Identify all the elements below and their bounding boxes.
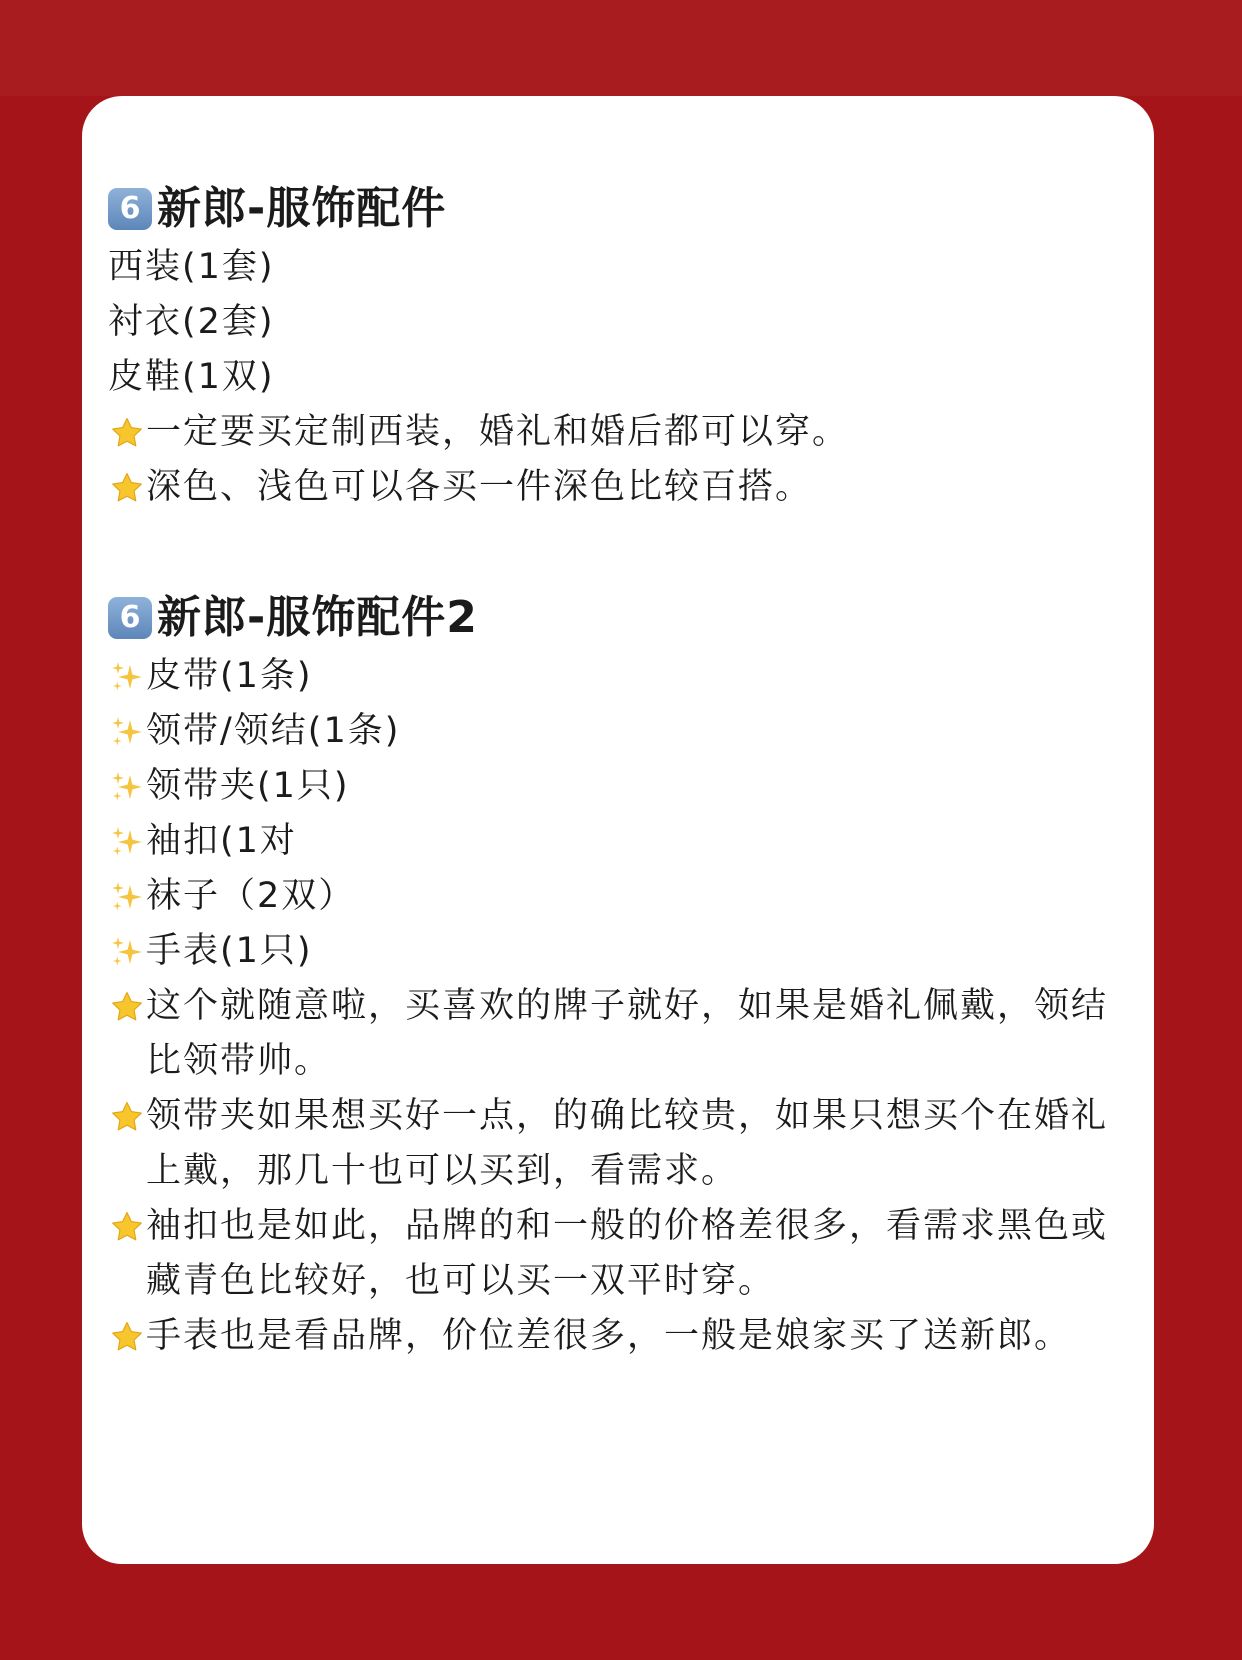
list-item bbox=[108, 405, 1126, 460]
list-item-text: 袖扣也是如此，品牌的和一般的价格差很多，看需求黑色或藏青色比较好，也可以买一双平时穿。 bbox=[146, 1206, 1109, 1301]
list-item-text: 皮带(1条) bbox=[146, 656, 313, 696]
sparkles-icon bbox=[108, 814, 146, 869]
list-item bbox=[108, 1199, 1126, 1309]
list-item-text: 领带夹(1只) bbox=[146, 766, 350, 806]
list-item-text: 这个就随意啦，买喜欢的牌子就好，如果是婚礼佩戴，领结比领带帅。 bbox=[146, 986, 1109, 1081]
list-item bbox=[108, 350, 1126, 405]
list-item bbox=[108, 869, 1126, 924]
keycap-number-icon: 6 bbox=[108, 597, 152, 639]
list-item-text: 衬衣(2套) bbox=[108, 302, 275, 342]
section-title-text: 新郎-服饰配件 bbox=[157, 183, 447, 234]
keycap-number-icon: 6 bbox=[108, 188, 152, 230]
list-item-text: 手表也是看品牌，价位差很多，一般是娘家买了送新郎。 bbox=[146, 1316, 1072, 1356]
list-item bbox=[108, 240, 1126, 295]
list-item-text: 领带夹如果想买好一点，的确比较贵，如果只想买个在婚礼上戴，那几十也可以买到，看需求。 bbox=[146, 1096, 1109, 1191]
list-item-text: 手表(1只) bbox=[146, 931, 313, 971]
list-item bbox=[108, 814, 1126, 869]
list-item bbox=[108, 704, 1126, 759]
list-item bbox=[108, 295, 1126, 350]
background-pattern bbox=[0, 0, 1242, 96]
list-item-text: 领带/领结(1条) bbox=[146, 711, 401, 751]
sparkles-icon bbox=[108, 704, 146, 759]
sparkles-icon bbox=[108, 924, 146, 979]
list-item-text: 西装(1套) bbox=[108, 247, 275, 287]
sparkles-icon bbox=[108, 869, 146, 924]
section-spacer bbox=[108, 515, 1126, 587]
list-item-text: 袖扣(1对 bbox=[146, 821, 297, 861]
list-item-text: 一定要买定制西装，婚礼和婚后都可以穿。 bbox=[146, 412, 850, 452]
list-item bbox=[108, 979, 1126, 1089]
list-item-text: 深色、浅色可以各买一件深色比较百搭。 bbox=[146, 467, 813, 507]
star-icon bbox=[108, 1309, 146, 1364]
list-item-text: 皮鞋(1双) bbox=[108, 357, 275, 397]
sparkles-icon bbox=[108, 649, 146, 704]
star-icon bbox=[108, 979, 146, 1034]
section-title-text: 新郎-服饰配件2 bbox=[157, 592, 478, 643]
list-item bbox=[108, 649, 1126, 704]
list-item bbox=[108, 924, 1126, 979]
list-item bbox=[108, 759, 1126, 814]
list-item bbox=[108, 1089, 1126, 1199]
star-icon bbox=[108, 1089, 146, 1144]
list-item-text: 袜子（2双） bbox=[146, 876, 356, 916]
list-item bbox=[108, 1309, 1126, 1364]
star-icon bbox=[108, 460, 146, 515]
section-title bbox=[108, 178, 1126, 240]
content-card bbox=[82, 96, 1154, 1564]
section-title bbox=[108, 587, 1126, 649]
star-icon bbox=[108, 405, 146, 460]
list-item bbox=[108, 460, 1126, 515]
star-icon bbox=[108, 1199, 146, 1254]
sparkles-icon bbox=[108, 759, 146, 814]
